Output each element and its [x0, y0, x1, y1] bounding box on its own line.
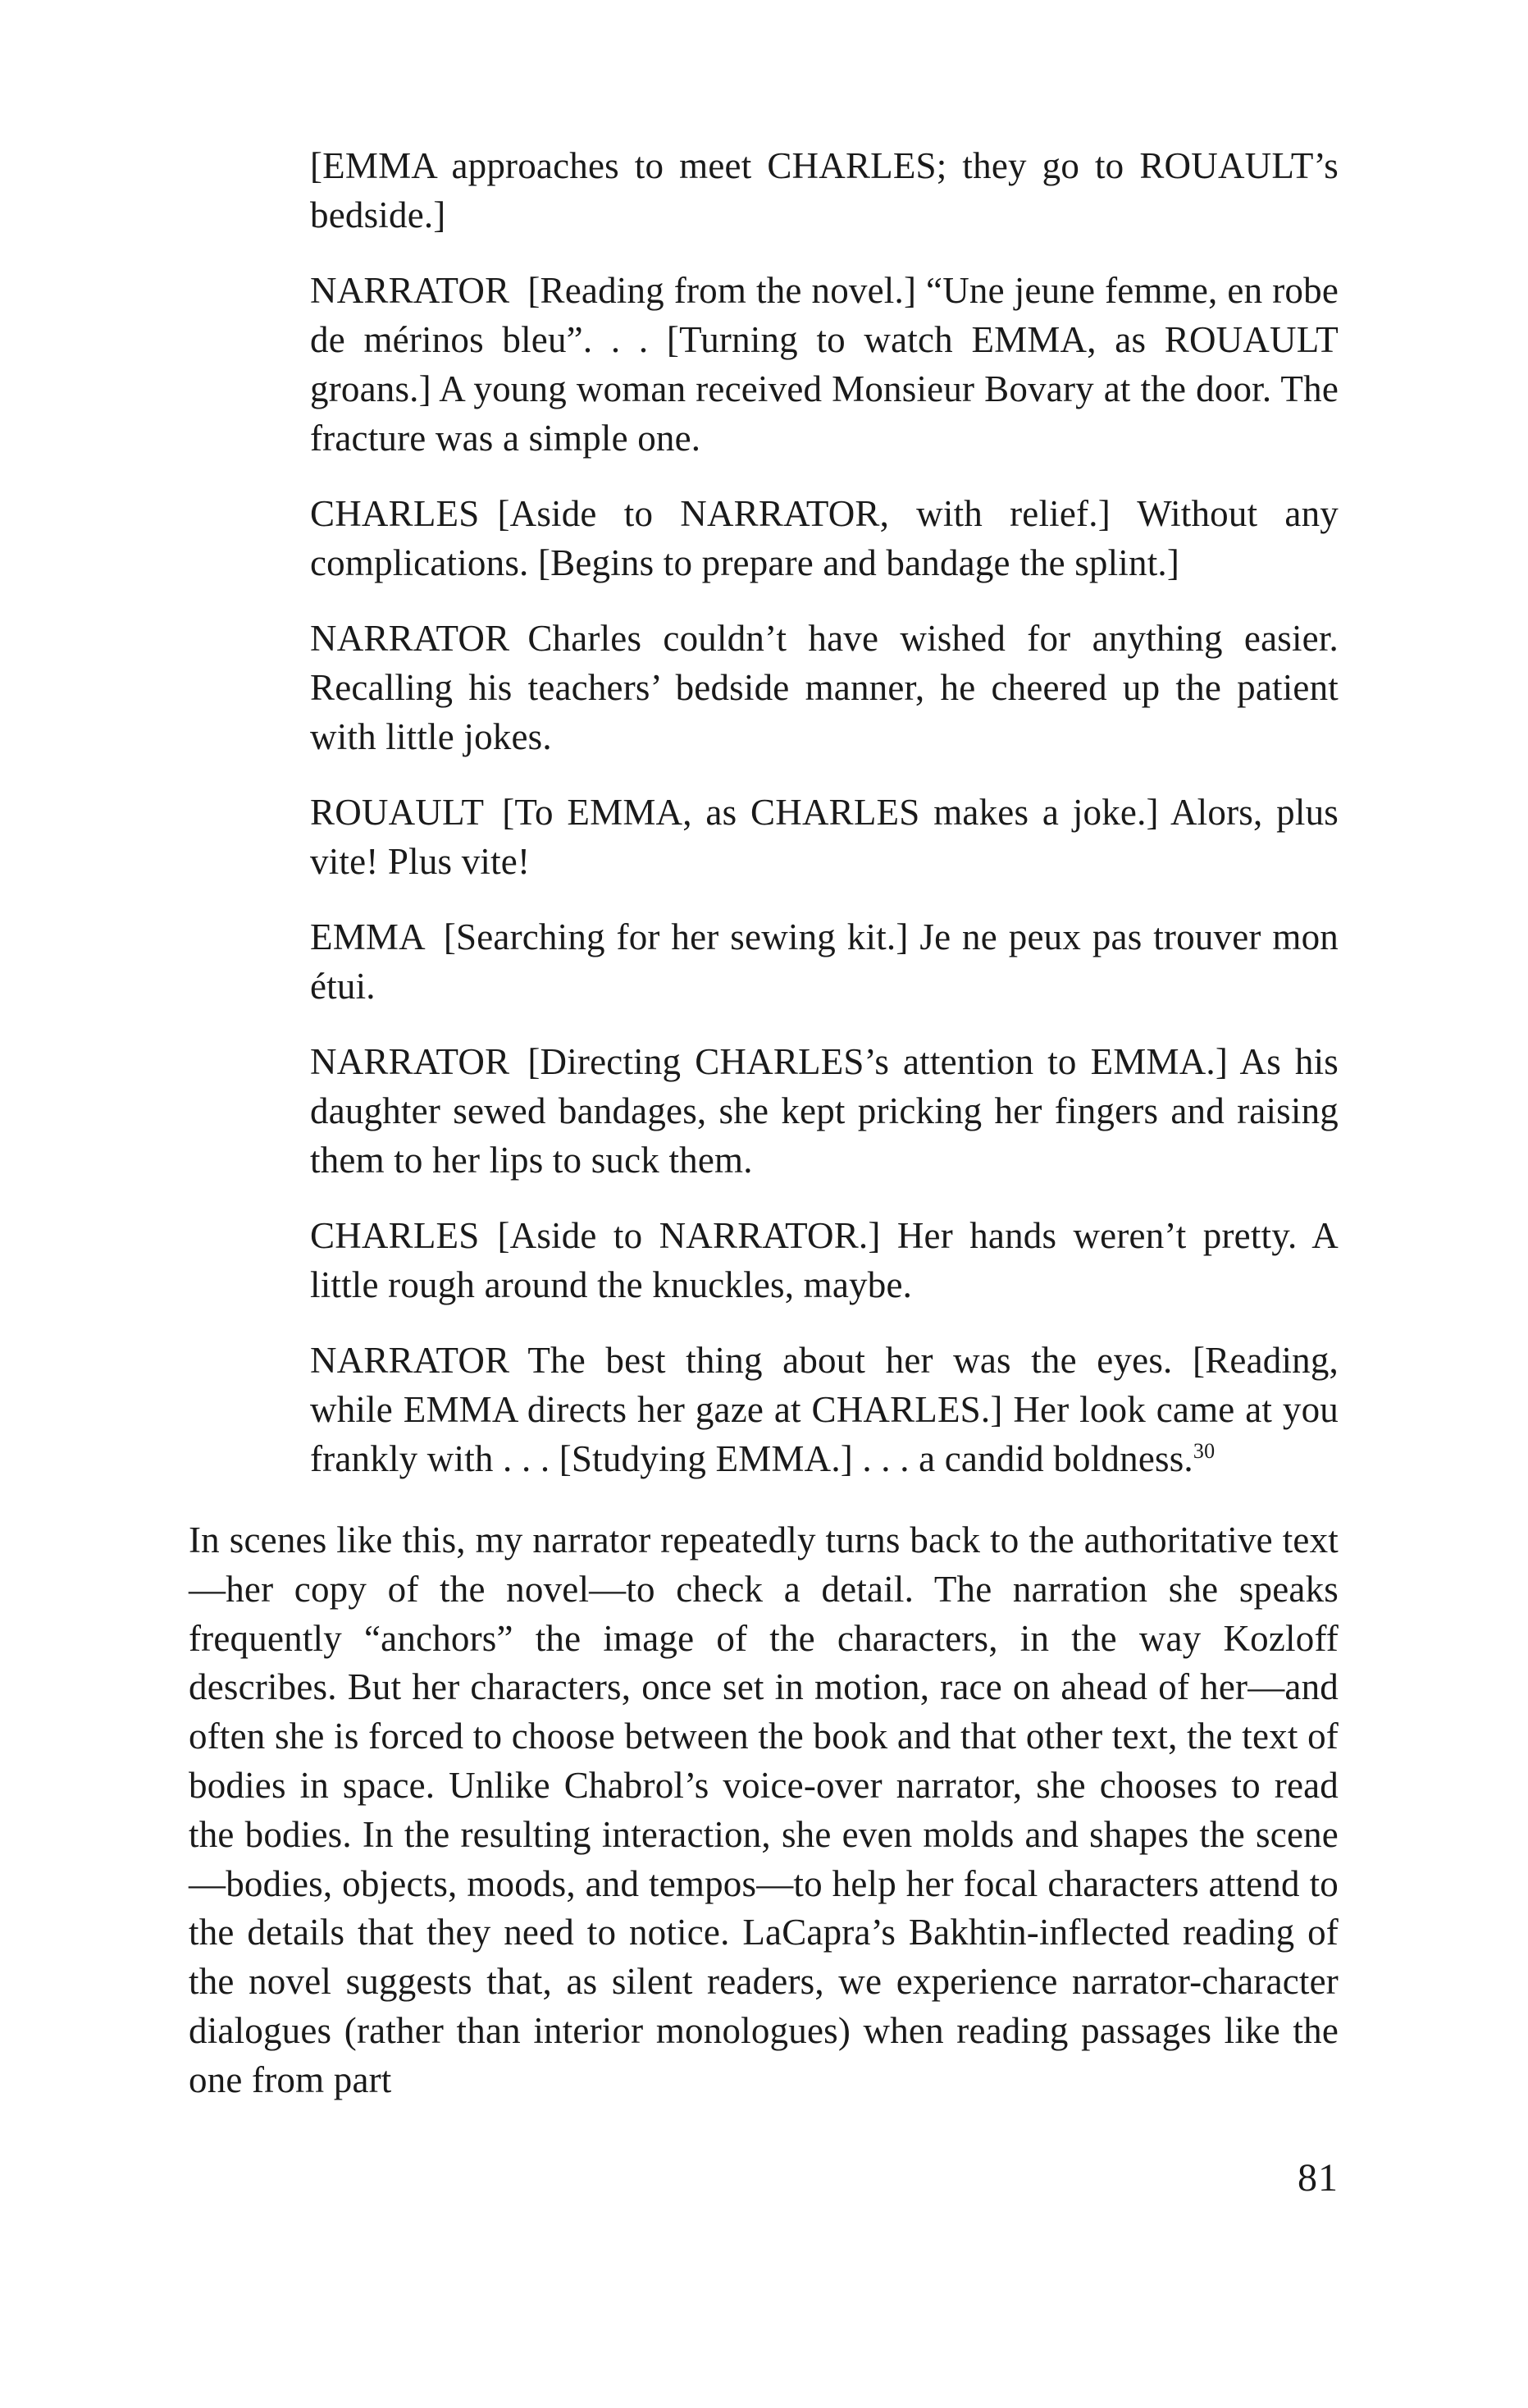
script-line-text: [Aside to NARRATOR.] Her hands weren’t pretty. A little rough around the knuckles, maybe. [310, 1215, 1339, 1305]
script-line-text: [Aside to NARRATOR, with relief.] Without any complications. [Begins to prepare and bandage the splint.] [310, 493, 1339, 583]
script-line-emma [310, 912, 1339, 1011]
script-line-text: The best thing about her was the eyes. [Reading, while EMMA directs her gaze at CHARLES.] Her look came at you frankly with . . . [Studying EMMA.] . . . a candid boldness. [310, 1340, 1339, 1479]
speaker-name: NARRATOR [310, 1041, 510, 1082]
script-line-text: [Directing CHARLES’s attention to EMMA.] As his daughter sewed bandages, she kept pricking her fingers and raising them to her lips to suck them. [310, 1041, 1339, 1181]
script-line-rouault [310, 788, 1339, 886]
footnote-marker: 30 [1193, 1439, 1216, 1463]
script-line-text: [EMMA approaches to meet CHARLES; they go to ROUAULT’s bedside.] [310, 145, 1339, 235]
play-script-excerpt [310, 141, 1339, 1510]
speaker-name: EMMA [310, 916, 426, 957]
body-paragraph: In scenes like this, my narrator repeatedly turns back to the authoritative text—her copy of the novel—to check a detail. The narration she speaks frequently “anchors” the image of the characters, in the way Kozloff describes. But her characters, once set in motion, race on ahead of her—and often she is forced to choose between the book and that other text, the text of bodies in space. Unlike Chabrol’s voice-over narrator, she chooses to read the bodies. In the resulting interaction, she even molds and shapes the scene—bodies, objects, moods, and tempos—to help her focal characters attend to the details that they need to notice. LaCapra’s Bakhtin-inflected reading of the novel suggests that, as silent readers, we experience narrator-character dialogues (rather than interior monologues) when reading passages like the one from part [189, 1519, 1339, 2100]
script-line-narrator [310, 614, 1339, 761]
script-line-narrator [310, 1336, 1339, 1483]
page-number: 81 [1298, 2156, 1339, 2200]
speaker-name: ROUAULT [310, 792, 485, 833]
stage-direction [310, 141, 1339, 240]
script-line-narrator [310, 266, 1339, 463]
script-line-charles [310, 1211, 1339, 1309]
script-line-narrator [310, 1037, 1339, 1185]
script-line-text: [Reading from the novel.] “Une jeune femme, en robe de mérinos bleu”. . . [Turning to watch EMMA, as ROUAULT groans.] A young woman received Monsieur Bovary at the door. The fracture was a simple one. [310, 270, 1339, 459]
speaker-name: CHARLES [310, 493, 480, 534]
script-line-text: [To EMMA, as CHARLES makes a joke.] Alors, plus vite! Plus vite! [310, 792, 1339, 882]
speaker-name: NARRATOR [310, 270, 510, 311]
speaker-name: CHARLES [310, 1215, 480, 1256]
script-line-charles [310, 489, 1339, 587]
speaker-name: NARRATOR [310, 618, 510, 659]
script-line-text: [Searching for her sewing kit.] Je ne peux pas trouver mon étui. [310, 916, 1339, 1007]
script-line-text: Charles couldn’t have wished for anything easier. Recalling his teachers’ bedside manner, he cheered up the patient with little jokes. [310, 618, 1339, 757]
speaker-name: NARRATOR [310, 1340, 510, 1381]
